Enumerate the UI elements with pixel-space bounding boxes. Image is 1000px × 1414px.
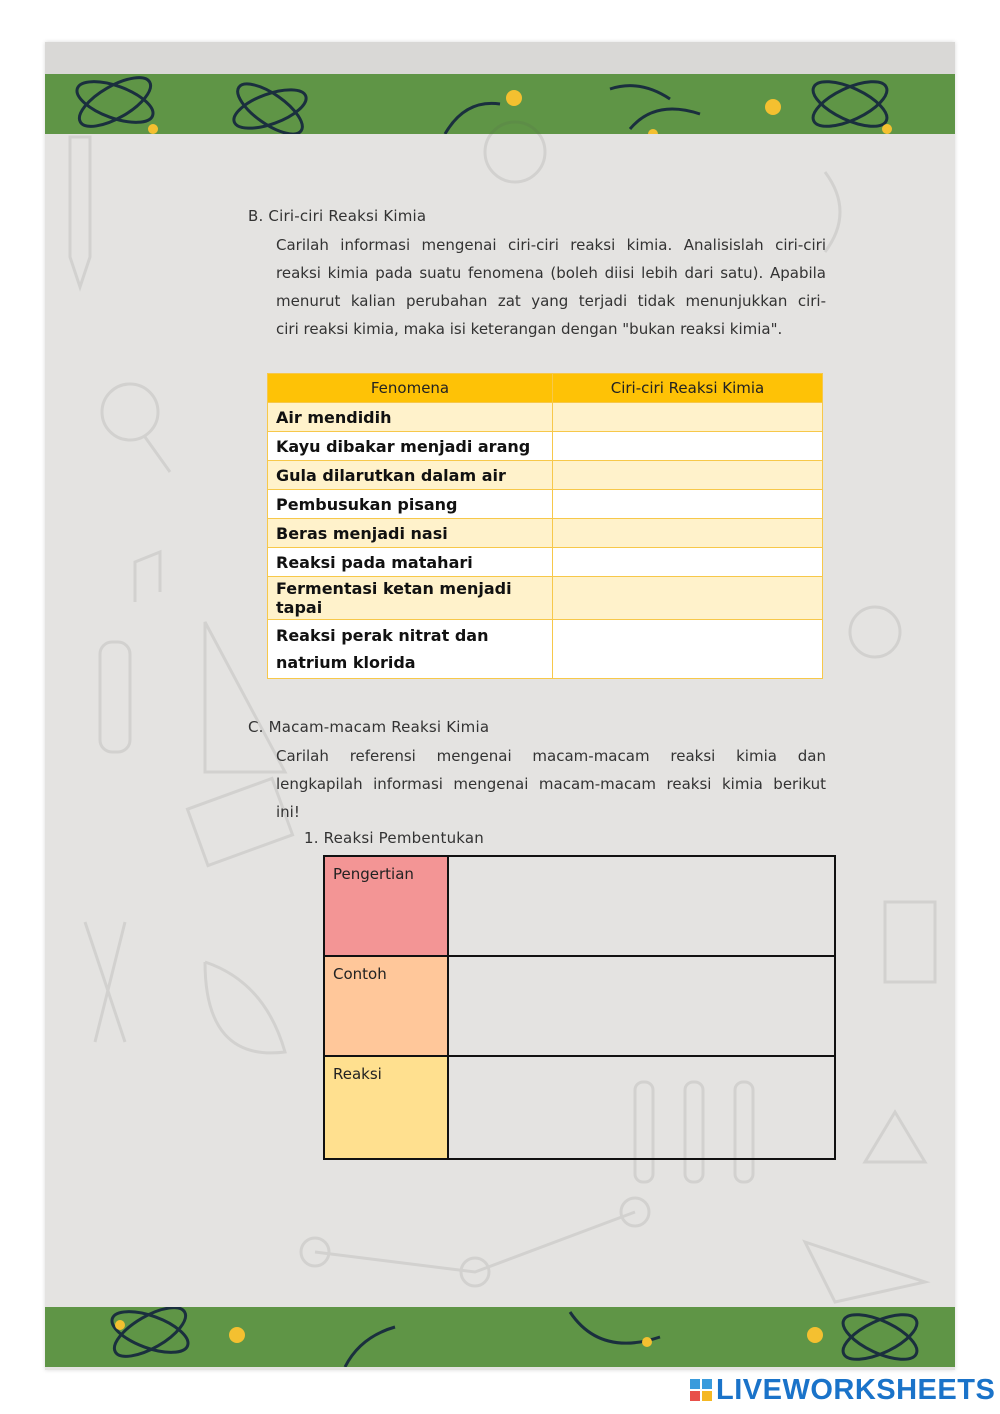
- table-row: [268, 461, 823, 490]
- table-row: [268, 490, 823, 519]
- section-b-line: Carilah informasi mengenai ciri-ciri reaksi kimia. Analisislah ciri-ciri: [276, 236, 826, 254]
- section-b-line: menurut kalian perubahan zat yang terjadi tidak menunjukkan ciri-: [276, 292, 826, 310]
- section-c-instructions: [276, 742, 826, 826]
- table-row: [268, 519, 823, 548]
- answer-cell[interactable]: [553, 577, 823, 620]
- fenomena-cell: Fermentasi ketan menjadi tapai: [268, 577, 553, 620]
- table-row: [268, 548, 823, 577]
- table-row: [268, 577, 823, 620]
- liveworksheets-logo[interactable]: [690, 1374, 995, 1406]
- header-ciri-ciri: Ciri-ciri Reaksi Kimia: [553, 374, 823, 403]
- label-reaksi: Reaksi: [325, 1057, 449, 1158]
- fenomena-cell: Gula dilarutkan dalam air: [268, 461, 553, 490]
- row-pengertian: [325, 857, 834, 957]
- fenomena-cell: Reaksi perak nitrat dan natrium klorida: [268, 620, 553, 679]
- answer-cell[interactable]: [553, 461, 823, 490]
- label-contoh: Contoh: [325, 957, 449, 1055]
- table-row: [268, 620, 823, 679]
- fenomena-cell: Pembusukan pisang: [268, 490, 553, 519]
- section-c-line: ini!: [276, 803, 300, 821]
- liveworksheets-icon: [690, 1379, 712, 1401]
- answer-cell[interactable]: [553, 432, 823, 461]
- row-contoh: [325, 957, 834, 1057]
- table-header-row: [268, 374, 823, 403]
- table-row: [268, 403, 823, 432]
- logo-text: LIVEWORKSHEETS: [716, 1373, 996, 1406]
- fenomena-cell: Reaksi pada matahari: [268, 548, 553, 577]
- answer-cell[interactable]: [553, 519, 823, 548]
- fenomena-table: [267, 373, 823, 679]
- subheading-reaksi-pembentukan: 1. Reaksi Pembentukan: [304, 829, 485, 847]
- label-pengertian: Pengertian: [325, 857, 449, 955]
- answer-pengertian[interactable]: [451, 857, 834, 955]
- section-b-title: B. Ciri-ciri Reaksi Kimia: [248, 207, 427, 225]
- section-b-instructions: [276, 231, 826, 343]
- worksheet-page: [45, 42, 955, 1370]
- answer-reaksi[interactable]: [451, 1057, 834, 1158]
- row-reaksi: [325, 1057, 834, 1158]
- section-b-line: ciri reaksi kimia, maka isi keterangan dengan "bukan reaksi kimia".: [276, 320, 783, 338]
- header-fenomena: Fenomena: [268, 374, 553, 403]
- fenomena-cell: Beras menjadi nasi: [268, 519, 553, 548]
- section-c-line: lengkapilah informasi mengenai macam-macam reaksi kimia berikut: [276, 775, 826, 793]
- fenomena-cell: Air mendidih: [268, 403, 553, 432]
- fenomena-cell: Kayu dibakar menjadi arang: [268, 432, 553, 461]
- answer-cell[interactable]: [553, 403, 823, 432]
- answer-cell[interactable]: [553, 490, 823, 519]
- reaksi-pembentukan-table: [323, 855, 836, 1160]
- section-b-line: reaksi kimia pada suatu fenomena (boleh diisi lebih dari satu). Apabila: [276, 264, 826, 282]
- table-row: [268, 432, 823, 461]
- answer-cell[interactable]: [553, 620, 823, 679]
- answer-cell[interactable]: [553, 548, 823, 577]
- section-c-line: Carilah referensi mengenai macam-macam reaksi kimia dan: [276, 747, 826, 765]
- section-c-title: C. Macam-macam Reaksi Kimia: [248, 718, 490, 736]
- answer-contoh[interactable]: [451, 957, 834, 1055]
